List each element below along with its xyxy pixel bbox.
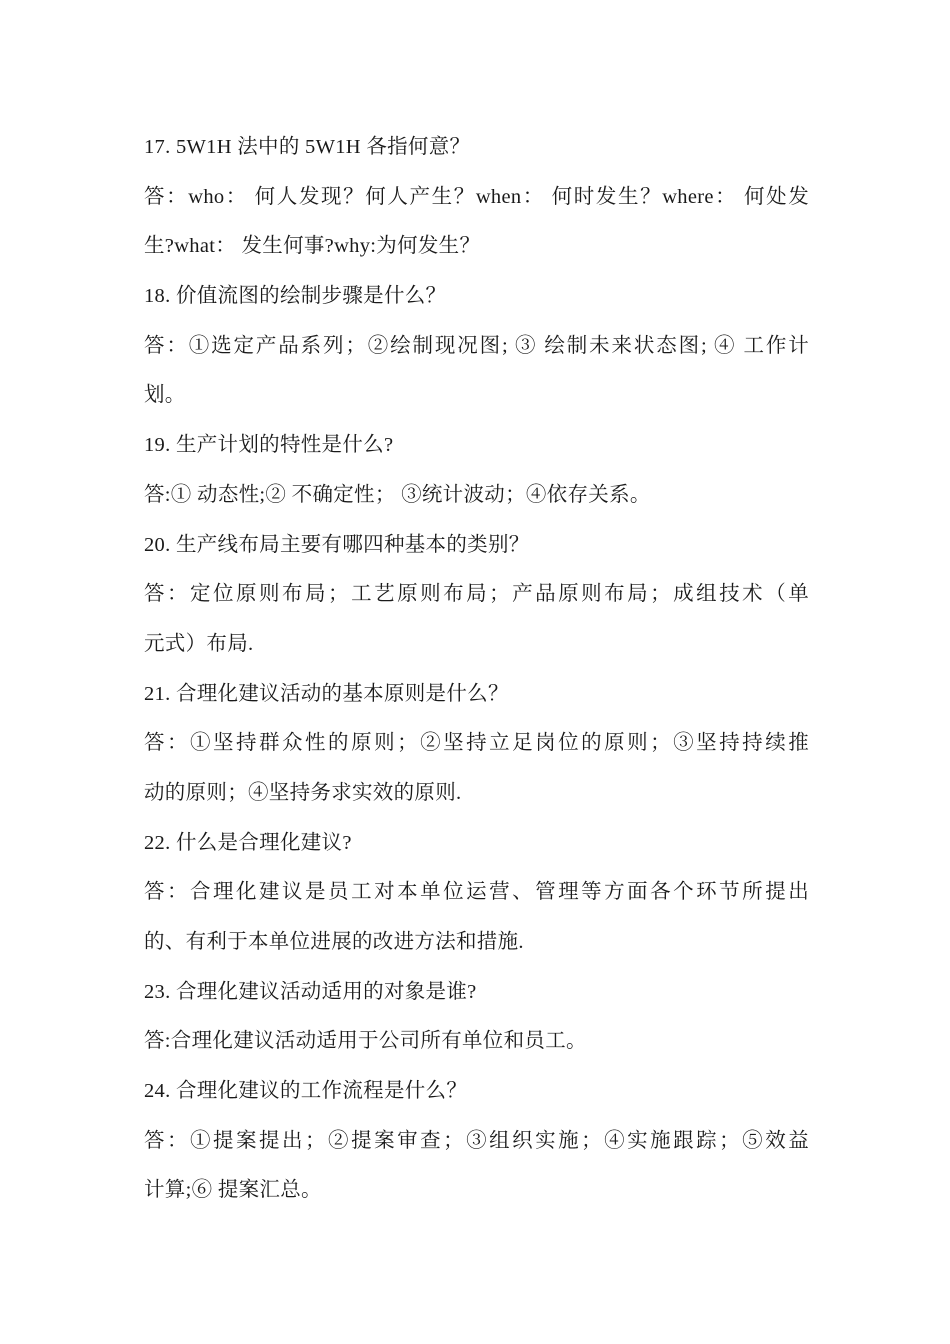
answer-18-line-2: 划。 <box>144 384 186 407</box>
question-19: 19. 生产计划的特性是什么? <box>144 434 394 457</box>
question-22: 22. 什么是合理化建议? <box>144 831 352 854</box>
answer-17-line-1: 答：who： 何人发现？何人产生？when： 何时发生？where： 何处发 <box>144 185 809 208</box>
question-21: 21. 合理化建议活动的基本原则是什么？ <box>144 682 509 705</box>
answer-24-line-1: 答：①提案提出；②提案审查；③组织实施；④实施跟踪；⑤效益 <box>144 1129 809 1152</box>
question-17: 17. 5W1H 法中的 5W1H 各指何意？ <box>144 136 471 158</box>
answer-24-line-2: 计算;⑥ 提案汇总。 <box>144 1179 322 1202</box>
answer-21-line-1: 答：①坚持群众性的原则；②坚持立足岗位的原则；③坚持持续推 <box>144 732 809 755</box>
question-20: 20. 生产线布局主要有哪四种基本的类别？ <box>144 533 530 556</box>
answer-18-line-1: 答：①选定产品系列；②绘制现况图; ③ 绘制未来状态图; ④ 工作计 <box>144 334 809 357</box>
question-23: 23. 合理化建议活动适用的对象是谁? <box>144 980 477 1003</box>
question-24: 24. 合理化建议的工作流程是什么？ <box>144 1080 468 1103</box>
answer-17-line-2: 生?what： 发生何事?why:为何发生？ <box>144 235 481 258</box>
question-18: 18. 价值流图的绘制步骤是什么？ <box>144 285 447 308</box>
answer-22-line-1: 答：合理化建议是员工对本单位运营、管理等方面各个环节所提出 <box>144 881 809 904</box>
answer-20-line-1: 答：定位原则布局；工艺原则布局；产品原则布局；成组技术（单 <box>144 583 809 606</box>
answer-21-line-2: 动的原则；④坚持务求实效的原则. <box>144 781 462 804</box>
answer-20-line-2: 元式）布局. <box>144 632 254 655</box>
answer-19: 答:① 动态性;② 不确定性； ③统计波动；④依存关系。 <box>144 483 651 506</box>
answer-23: 答:合理化建议活动适用于公司所有单位和员工。 <box>144 1030 587 1053</box>
document-page <box>144 123 809 1216</box>
answer-22-line-2: 的、有利于本单位进展的改进方法和措施. <box>144 931 524 953</box>
